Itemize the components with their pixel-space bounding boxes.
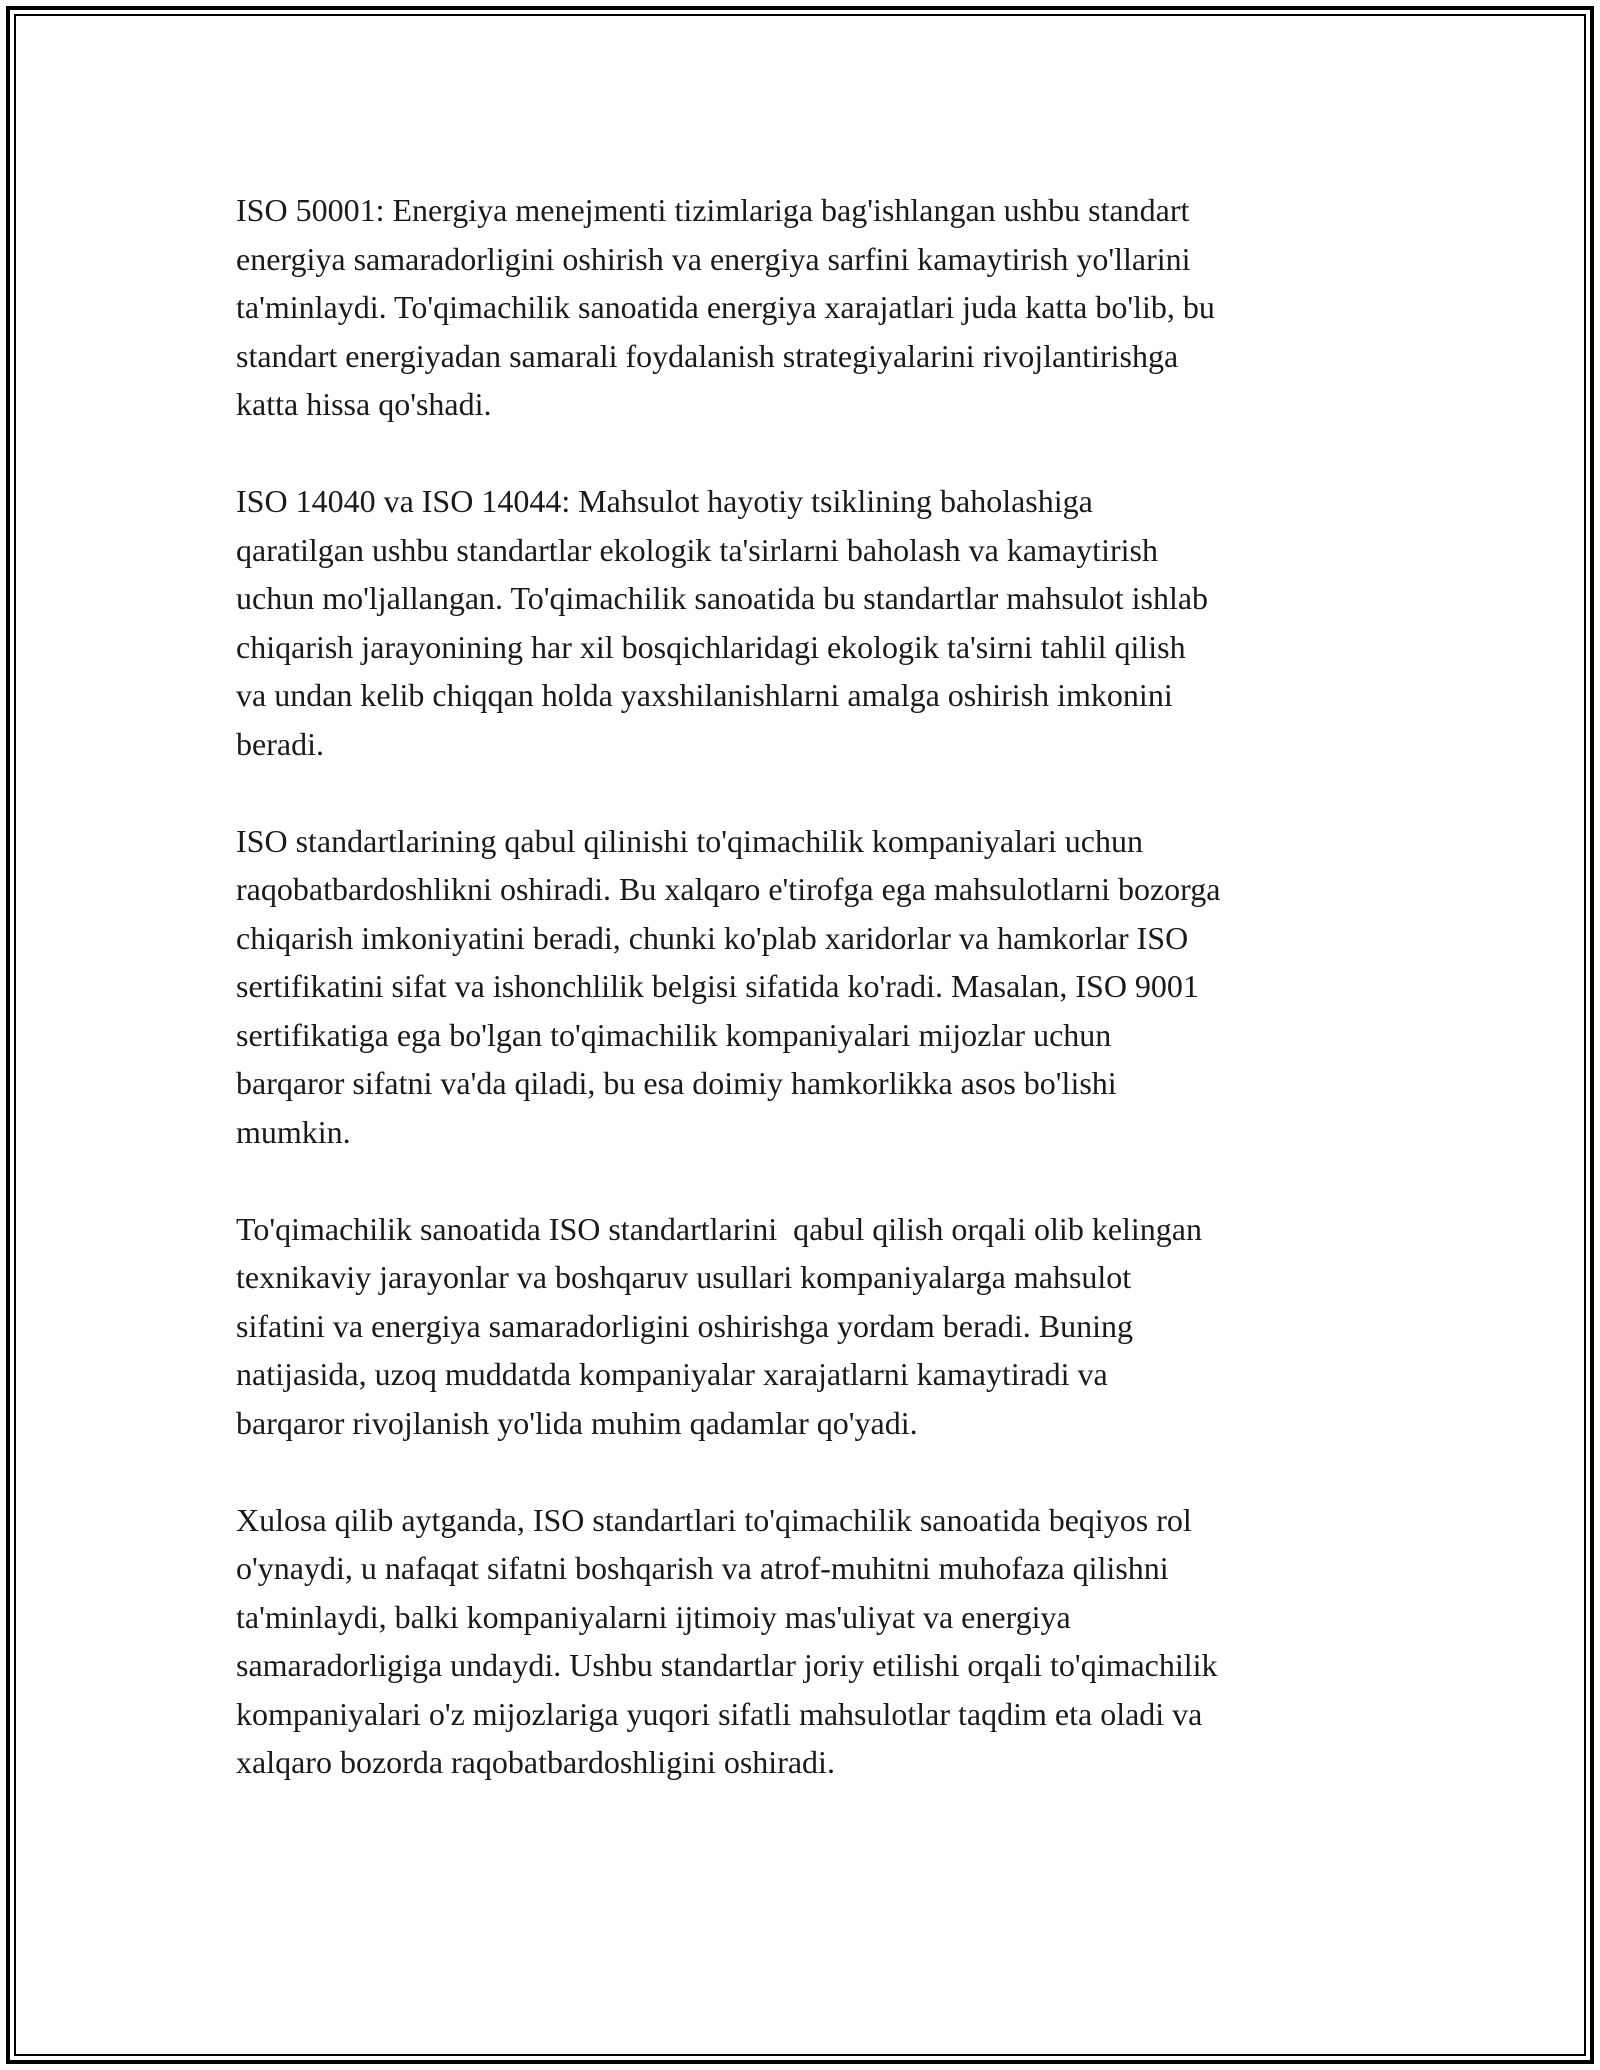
document-body [236,186,1386,1835]
paragraph-competitiveness: ISO standartlarining qabul qilinishi to'qimachilik kompaniyalari uchun raqobatbardoshlikni oshiradi. Bu xalqaro e'tirofga ega mahsulotlarni bozorga chiqarish imkoniyatini beradi, chunki ko'plab xaridorlar va hamkorlar ISO sertifikatini sifat va ishonchlilik belgisi sifatida ko'radi. Masalan, ISO 9001 sertifikatiga ega bo'lgan to'qimachilik kompaniyalari mijozlar uchun barqaror sifatni va'da qiladi, bu esa doimiy hamkorlikka asos bo'lishi mumkin. [236,822,1221,1150]
paragraph-iso-14040-14044: ISO 14040 va ISO 14044: Mahsulot hayotiy tsiklining baholashiga qaratilgan ushbu standartlar ekologik ta'sirlarni baholash va kamaytirish uchun mo'ljallangan. To'qimachilik sanoatida bu standartlar mahsulot ishlab chiqarish jarayonining har xil bosqichlaridagi ekologik ta'sirni tahlil qilish va undan kelib chiqqan holda yaxshilanishlarni amalga oshirish imkonini beradi. [236,483,1209,762]
paragraph-technical-processes: To'qimachilik sanoatida ISO standartlarini qabul qilish orqali olib kelingan texnikaviy jarayonlar va boshqaruv usullari kompaniyalarga mahsulot sifatini va energiya samaradorligini oshirishga yordam beradi. Buning natijasida, uzoq muddatda kompaniyalar xarajatlarni kamaytiradi va barqaror rivojlanish yo'lida muhim qadamlar qo'yadi. [236,1210,1202,1441]
paragraph-conclusion: Xulosa qilib aytganda, ISO standartlari to'qimachilik sanoatida beqiyos rol o'ynaydi, u nafaqat sifatni boshqarish va atrof-muhitni muhofaza qilishni ta'minlaydi, balki kompaniyalarni ijtimoiy mas'uliyat va energiya samaradorligiga undaydi. Ushbu standartlar joriy etilishi orqali to'qimachilik kompaniyalari o'z mijozlariga yuqori sifatli mahsulotlar taqdim eta oladi va xalqaro bozorda raqobatbardoshligini oshiradi. [236,1501,1218,1780]
paragraph-iso-50001: ISO 50001: Energiya menejmenti tizimlariga bag'ishlangan ushbu standart energiya samaradorligini oshirish va energiya sarfini kamaytirish yo'llarini ta'minlaydi. To'qimachilik sanoatida energiya xarajatlari juda katta bo'lib, bu standart energiyadan samarali foydalanish strategiyalarini rivojlantirishga katta hissa qo'shadi. [236,192,1215,422]
